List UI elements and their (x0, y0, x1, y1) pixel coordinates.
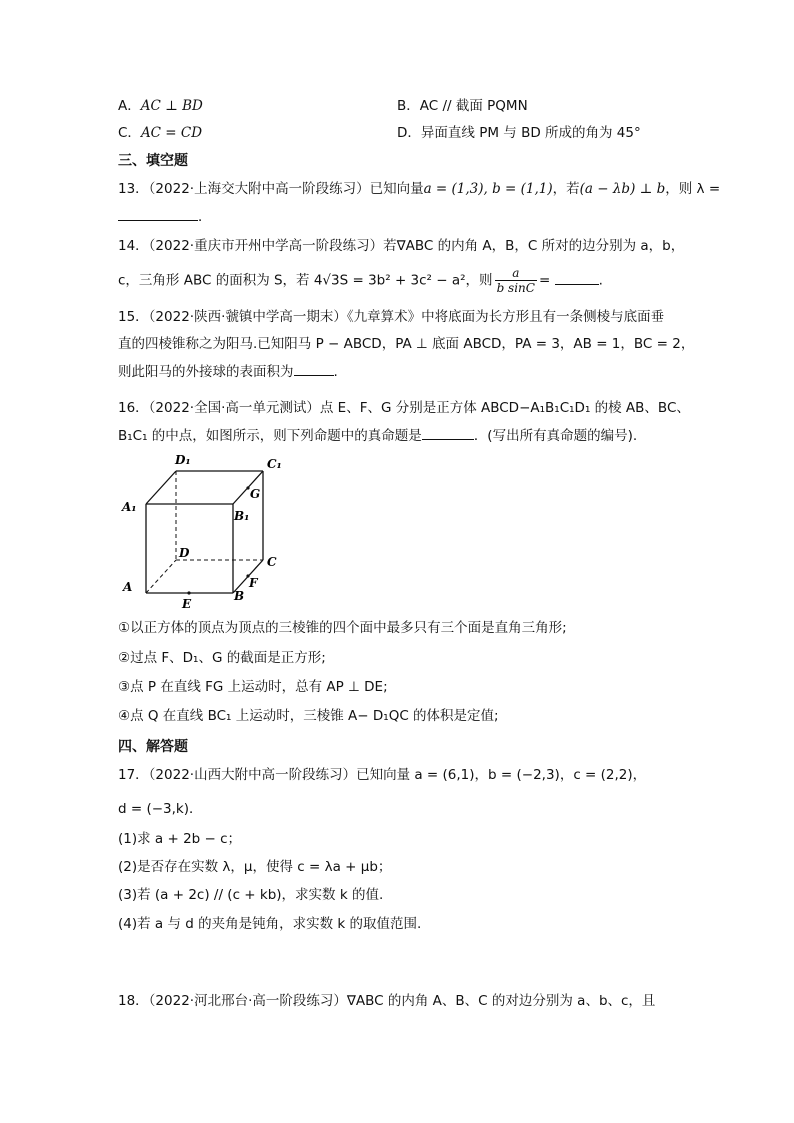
question-15-line2: 直的四棱锥称之为阳马.已知阳马 P − ABCD，PA ⊥ 底面 ABCD，PA = 3，AB = 1，BC = 2， (118, 336, 695, 352)
edge-a1d1 (146, 471, 176, 504)
question-16-line1: 16．（2022·全国·高一单元测试）点 E、F、G 分别是正方体 ABCD−A₁B₁C₁D₁ 的棱 AB、BC、 (118, 400, 690, 416)
statement-4: ④点 Q 在直线 BC₁ 上运动时，三棱锥 A− D₁QC 的体积是定值; (118, 708, 499, 724)
option-b: B．AC // 截面 PQMN (397, 98, 528, 114)
question-13: 13．（2022·上海交大附中高一阶段练习）已知向量a = (1,3), b = (1,1)，若(a − λb) ⊥ b，则 λ = (118, 181, 721, 197)
question-17-part4: (4)若 a 与 d 的夹角是钝角，求实数 k 的取值范围. (118, 916, 422, 932)
question-17-line2: d = (−3,k)． (118, 801, 203, 817)
statement-3: ③点 P 在直线 FG 上运动时，总有 AP ⊥ DE; (118, 679, 388, 695)
question-18-line1: 18．（2022·河北邢台·高一阶段练习）∇ABC 的内角 A、B、C 的对边分别为 a、b、c，且 (118, 993, 656, 1009)
label-d: D (179, 546, 190, 560)
option-a: A．AC ⊥ BD (118, 98, 203, 114)
question-14-line1: 14．（2022·重庆市开州中学高一阶段练习）若∇ABC 的内角 A，B，C 所对的边分别为 a，b， (118, 238, 685, 254)
question-15-line1: 15．（2022·陕西·虢镇中学高一期末）《九章算术》中将底面为长方形且有一条侧棱与底面垂 (118, 309, 665, 325)
label-g: G (250, 487, 261, 501)
section-title-fill-blank: 三、填空题 (118, 153, 188, 169)
question-17-part3: (3)若 (a + 2c) // (c + kb)，求实数 k 的值. (118, 887, 384, 903)
label-c1: C₁ (267, 457, 282, 471)
answer-blank-16[interactable] (422, 425, 474, 440)
question-15-line3: 则此阳马的外接球的表面积为 . (118, 361, 338, 382)
answer-blank-15[interactable] (294, 361, 334, 376)
option-c: C．AC = CD (118, 125, 203, 141)
label-d1: D₁ (175, 453, 191, 467)
point-e (187, 591, 190, 594)
option-d: D．异面直线 PM 与 BD 所成的角为 45° (397, 125, 641, 141)
label-b: B (234, 589, 245, 603)
label-a1: A₁ (122, 500, 137, 514)
statement-1: ①以正方体的顶点为顶点的三棱锥的四个面中最多只有三个面是直角三角形; (118, 620, 567, 636)
edge-ad-hidden (146, 560, 176, 593)
statement-2: ②过点 F、D₁、G 的截面是正方形; (118, 650, 326, 666)
fraction-a-over-bsinc: $\frac{a}{\text{b sinC}}$ (496, 266, 535, 295)
question-17-part2: (2)是否存在实数 λ，μ，使得 c = λa + μb； (118, 859, 392, 875)
label-a: A (123, 580, 133, 594)
cube-figure (118, 448, 298, 616)
section-title-answer: 四、解答题 (118, 739, 188, 755)
question-14-line2: c，三角形 ABC 的面积为 S，若 4√3S = 3b² + 3c² − a²，则 $\frac{a}{\text{b sinC}}$ = . (118, 266, 603, 295)
label-e: E (182, 597, 192, 611)
label-b1: B₁ (234, 509, 250, 523)
label-f: F (249, 576, 258, 590)
label-c: C (267, 555, 277, 569)
question-17-line1: 17．（2022·山西大附中高一阶段练习）已知向量 a = (6,1)，b = (−2,3)，c = (2,2)， (118, 767, 647, 783)
answer-blank-14[interactable] (555, 270, 599, 285)
answer-blank-13[interactable]: ． (118, 206, 212, 227)
question-16-line2: B₁C₁ 的中点，如图所示，则下列命题中的真命题是 ．(写出所有真命题的编号). (118, 425, 637, 446)
question-17-part1: (1)求 a + 2b − c； (118, 831, 242, 847)
